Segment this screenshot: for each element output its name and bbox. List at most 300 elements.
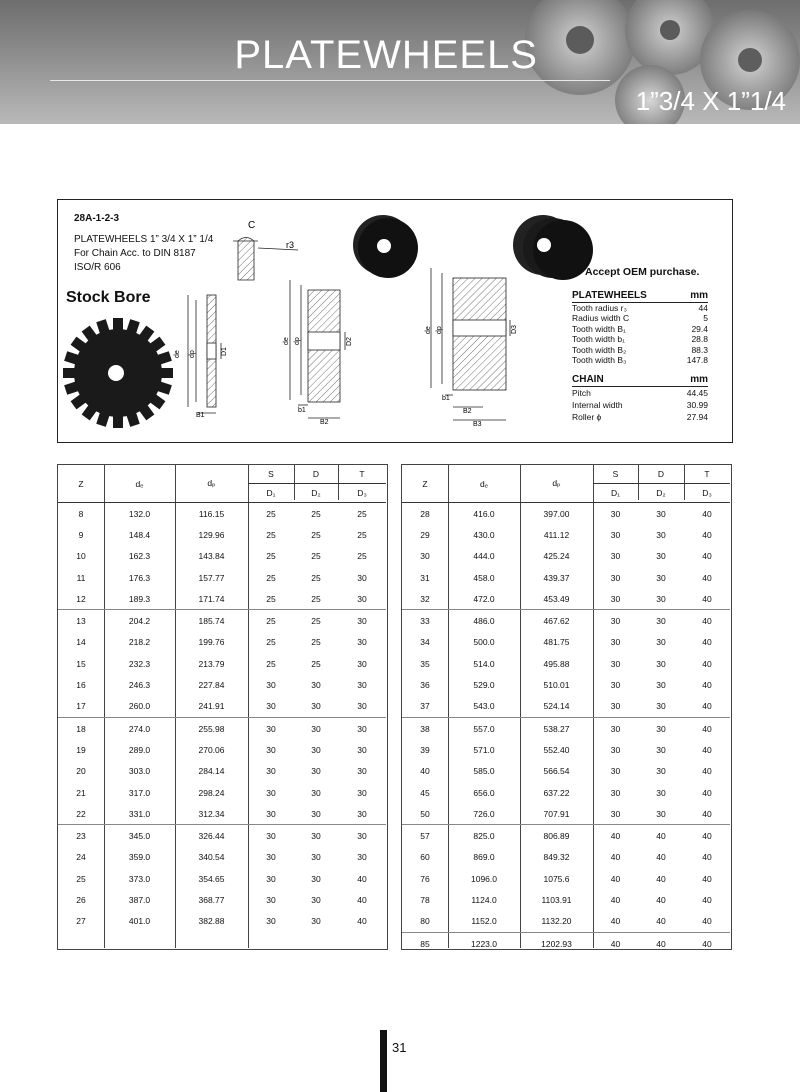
col-t: T [338,465,386,484]
table-cell: 25 [266,658,276,669]
table-cell: 15 [76,658,86,669]
table-row [402,739,730,760]
table-row [402,610,730,632]
table-cell: 40 [357,873,367,884]
table-cell: 30 [610,766,621,777]
table-row [402,847,730,868]
col-d1: D₁ [248,484,294,503]
label-de-1: de [174,350,181,358]
spec-label: Tooth width B₃ [572,354,627,365]
table-cell: 543.0 [473,701,495,712]
table-row [402,588,730,610]
table-cell: 25 [266,529,276,540]
table-cell: 274.0 [104,717,175,739]
label-dp-2: dp [294,337,301,345]
table-row [402,524,730,545]
label-b1-2: b1 [298,407,306,414]
table-cell: 50 [420,808,430,819]
table-cell: 401.0 [128,916,151,927]
table-cell: 1202.93 [520,932,593,954]
table-cell: 387.0 [128,894,151,905]
table-cell: 30 [638,610,684,632]
table-row [402,696,730,718]
table-cell: 472.0 [473,593,495,604]
table-cell: 40 [656,894,666,905]
table-cell: 35 [420,658,430,669]
table-cell: 40 [610,916,621,927]
table-cell: 26 [76,894,86,905]
table-cell: 40 [702,637,712,648]
table-cell: 255.98 [175,717,248,739]
table-cell: 20 [76,766,86,777]
table-cell: 298.24 [198,787,225,798]
table-cell: 726.0 [473,808,495,819]
table-cell: 30 [311,680,321,691]
col-dp: dₚ [520,465,593,503]
label-B2-3: B2 [463,408,472,415]
table-cell: 849.32 [543,852,570,863]
table-row [58,610,386,632]
col-z: Z [58,465,104,503]
table-cell: 486.0 [448,610,520,632]
table-cell: 38 [402,717,448,739]
table-cell: 825.0 [448,825,520,847]
table-cell: 284.14 [198,766,225,777]
table-row [58,739,386,760]
table-cell: 289.0 [128,744,151,755]
table-row [58,825,386,847]
table-cell: 637.22 [543,787,570,798]
table-cell: 270.06 [198,744,225,755]
table-cell: 30 [593,610,638,632]
table-cell: 189.3 [128,593,151,604]
table-cell: 30 [266,766,276,777]
table-cell: 585.0 [473,766,495,777]
table-cell: 33 [402,610,448,632]
table-row [402,911,730,933]
table-cell: 30 [248,717,294,739]
table-cell: 30 [357,744,367,755]
table-cell: 8 [78,508,84,519]
table-cell: 707.91 [543,808,570,819]
chain-spec [572,374,708,423]
table-cell: 467.62 [520,610,593,632]
table-cell: 30 [357,637,367,648]
label-d3: D3 [511,325,518,334]
table-cell: 30 [357,766,367,777]
table-cell: 40 [638,825,684,847]
table-cell: 11 [76,572,86,583]
table-cell: 571.0 [473,744,495,755]
table-cell: 25 [357,529,367,540]
spec-value: 5 [703,313,708,324]
label-dp-1: dp [189,350,196,358]
table-cell: 162.3 [128,551,151,562]
table-cell: 25 [357,551,367,562]
spec-value: 27.94 [686,412,708,422]
table-cell: 481.75 [543,637,570,648]
label-d1: D1 [221,347,228,356]
table-cell: 16 [76,680,86,691]
table-cell: 30 [656,680,666,691]
table-cell: 30 [266,916,276,927]
col-s: S [593,465,638,484]
table-cell: 30 [266,852,276,863]
table-cell: 40 [684,717,730,739]
table-cell: 25 [76,873,86,884]
table-cell: 132.0 [128,508,151,519]
table-cell: 40 [656,852,666,863]
desc-line: For Chain Acc. to DIN 8187 [74,248,196,259]
desc-line: ISO/R 606 [74,262,121,273]
table-cell: 40 [702,572,712,583]
table-cell: 9 [78,529,84,540]
table-cell: 30 [266,787,276,798]
table-cell: 129.96 [198,529,225,540]
table-cell: 21 [76,787,86,798]
table-cell: 30 [357,593,367,604]
table-cell: 199.76 [198,637,225,648]
table-cell: 40 [702,551,712,562]
table-cell: 30 [311,787,321,798]
table-cell: 25 [357,508,367,519]
table-cell: 30 [357,787,367,798]
table-cell: 13 [58,610,104,632]
col-dp: dₚ [175,465,248,503]
part-code: 28A-1-2-3 [74,213,120,224]
spec-label: Radius width C [572,313,630,324]
table-cell: 204.2 [104,610,175,632]
table-row [402,761,730,782]
table-cell: 869.0 [473,852,495,863]
table-cell: 30 [656,701,666,712]
col-d3: D₃ [684,484,730,503]
table-cell: 40 [638,932,684,954]
table-cell: 566.54 [543,766,570,777]
table-cell: 40 [702,808,712,819]
table-cell: 157.77 [198,572,225,583]
col-d: D [638,465,684,484]
spec-label: Roller ϕ [572,412,602,422]
table-cell: 331.0 [128,808,151,819]
sprocket-single-icon [63,318,173,428]
table-cell: 368.77 [198,894,225,905]
table-cell: 40 [357,894,367,905]
table-cell: 30 [311,873,321,884]
table-row [402,889,730,910]
label-B3: B3 [473,421,482,428]
table-row [402,546,730,567]
table-cell: 30 [357,701,367,712]
table-cell: 1096.0 [471,873,497,884]
table-cell: 444.0 [473,551,495,562]
table-cell: 171.74 [198,593,225,604]
table-cell: 30 [357,852,367,863]
table-cell: 510.01 [543,680,570,691]
spec-label: Tooth width b₁ [572,334,625,345]
table-cell: 30 [420,551,430,562]
table-cell: 397.00 [543,508,570,519]
table-cell: 30 [638,717,684,739]
header-banner [0,0,800,124]
spec-label: Tooth radius r₃ [572,303,627,313]
table-row [58,803,386,825]
table-cell: 25 [266,551,276,562]
table-row [402,503,730,525]
table-cell: 30 [294,717,338,739]
table-cell: 373.0 [128,873,151,884]
table-cell: 1132.20 [541,916,572,927]
table-cell: 40 [702,593,712,604]
table-cell: 85 [402,932,448,954]
table-cell: 524.14 [543,701,570,712]
table-row [58,717,386,739]
table-row [58,674,386,695]
col-d1: D₁ [593,484,638,503]
table-cell: 25 [311,551,321,562]
spec-value: 29.4 [691,323,708,334]
table-cell: 30 [266,744,276,755]
table-row [402,567,730,588]
table-cell: 30 [357,658,367,669]
table-cell: 25 [311,593,321,604]
table-cell: 116.15 [198,508,225,519]
table-cell: 40 [610,873,621,884]
spec-panel [57,199,733,443]
table-cell: 514.0 [473,658,495,669]
table-cell: 30 [656,658,666,669]
table-cell: 40 [702,873,712,884]
table-cell: 25 [311,508,321,519]
table-row [58,524,386,545]
table-cell: 317.0 [128,787,151,798]
spec-label: Tooth width B₁ [572,323,626,334]
table-cell: 30 [656,508,666,519]
table-cell: 40 [593,825,638,847]
table-cell: 312.34 [198,808,225,819]
spec-row [572,324,708,334]
table-cell: 246.3 [128,680,151,691]
table-row [402,717,730,739]
spec-unit: mm [690,374,708,385]
spec-title: CHAIN [572,374,604,385]
table-cell: 39 [420,744,430,755]
table-cell: 453.49 [543,593,570,604]
table-cell: 40 [702,787,712,798]
table-cell: 425.24 [543,551,570,562]
table-cell: 227.84 [198,680,225,691]
table-cell: 30 [338,610,386,632]
table-cell: 25 [266,508,276,519]
table-cell: 24 [76,852,86,863]
table-cell: 40 [610,894,621,905]
table-row [58,503,386,525]
table-cell: 30 [610,658,621,669]
table-row [58,911,386,932]
label-b1-3: b1 [442,395,450,402]
table-cell: 40 [610,852,621,863]
table-row [58,632,386,653]
label-de-2: de [283,337,290,345]
table-cell: 30 [656,637,666,648]
table-cell: 30 [311,744,321,755]
table-cell: 30 [610,808,621,819]
table-cell: 25 [266,593,276,604]
table-cell: 1075.6 [543,873,570,884]
table-cell: 30 [311,701,321,712]
table-row [402,868,730,889]
table-cell: 538.27 [520,717,593,739]
table-cell: 30 [656,572,666,583]
table-cell: 30 [610,637,621,648]
table-row [402,825,730,847]
table-row [402,803,730,825]
table-cell: 326.44 [175,825,248,847]
table-cell: 557.0 [448,717,520,739]
table-cell: 23 [58,825,104,847]
header-rule [50,80,610,81]
table-cell: 552.40 [543,744,570,755]
table-row [58,782,386,803]
table-cell: 30 [357,808,367,819]
table-cell: 40 [656,916,666,927]
table-row [58,588,386,610]
table-cell: 40 [684,825,730,847]
table-row [58,696,386,718]
table-cell: 25 [311,637,321,648]
col-d2: D₂ [638,484,684,503]
oem-note: Accept OEM purchase. [585,266,700,278]
table-cell: 30 [338,825,386,847]
table-cell: 30 [311,852,321,863]
table-cell: 30 [610,744,621,755]
table-cell: 143.84 [198,551,225,562]
table-cell: 30 [311,894,321,905]
col-de: dₑ [104,465,175,503]
table-cell: 1152.0 [471,916,497,927]
table-cell: 148.4 [128,529,151,540]
table-row [58,847,386,868]
table-cell: 31 [420,572,430,583]
table-cell: 40 [702,529,712,540]
table-cell: 260.0 [128,701,151,712]
table-cell: 656.0 [473,787,495,798]
table-cell: 40 [702,744,712,755]
table-cell: 40 [420,766,430,777]
right-data-table [402,465,730,954]
col-t: T [684,465,730,484]
table-cell: 30 [610,680,621,691]
table-cell: 10 [76,551,86,562]
table-row [58,868,386,889]
table-cell: 25 [311,658,321,669]
spec-row [572,345,708,355]
table-cell: 30 [311,766,321,777]
table-cell: 40 [702,658,712,669]
table-cell: 25 [311,529,321,540]
desc-line: PLATEWHEELS 1” 3/4 X 1” 1/4 [74,234,214,245]
table-row [402,932,730,954]
spec-label: Pitch [572,388,591,398]
label-B2-2: B2 [320,419,329,426]
table-cell: 30 [656,808,666,819]
table-cell: 30 [610,701,621,712]
table-cell: 40 [702,680,712,691]
table-cell: 30 [311,916,321,927]
spec-row [572,303,708,313]
table-cell: 22 [76,808,86,819]
table-cell: 30 [610,529,621,540]
table-header-row [58,465,386,484]
platewheels-spec [572,290,708,365]
table-cell: 30 [610,508,621,519]
table-cell: 40 [702,916,712,927]
table-cell: 30 [338,717,386,739]
table-row [58,761,386,782]
table-cell: 25 [294,610,338,632]
table-cell: 30 [266,894,276,905]
col-d2: D₂ [294,484,338,503]
label-c: C [248,220,256,231]
table-cell: 359.0 [128,852,151,863]
table-cell: 345.0 [104,825,175,847]
table-cell: 30 [610,551,621,562]
table-cell: 17 [76,701,86,712]
table-cell: 40 [684,610,730,632]
table-row [402,674,730,695]
table-row [58,567,386,588]
table-cell: 30 [656,551,666,562]
table-cell: 29 [420,529,430,540]
table-cell: 28 [420,508,430,519]
table-cell: 60 [420,852,430,863]
table-cell: 30 [266,680,276,691]
table-row [58,653,386,674]
table-cell: 32 [420,593,430,604]
table-cell: 37 [420,701,430,712]
table-cell: 529.0 [473,680,495,691]
table-cell: 80 [420,916,430,927]
table-cell: 495.88 [543,658,570,669]
spec-value: 28.8 [691,334,708,345]
table-cell: 25 [248,610,294,632]
table-cell: 27 [76,916,86,927]
table-cell: 185.74 [175,610,248,632]
table-cell: 30 [656,529,666,540]
table-cell: 78 [420,894,430,905]
spec-title: PLATEWHEELS [572,290,647,301]
table-cell: 500.0 [473,637,495,648]
page-number-bar [380,1030,407,1092]
col-d: D [294,465,338,484]
table-cell: 232.3 [128,658,151,669]
page-title: PLATEWHEELS [234,33,538,77]
stock-bore-label: Stock Bore [66,289,151,306]
page-number: 31 [392,1040,407,1055]
table-cell: 30 [656,787,666,798]
table-cell: 439.37 [543,572,570,583]
col-s: S [248,465,294,484]
table-cell: 76 [420,873,430,884]
spec-label: Internal width [572,400,623,410]
table-cell: 14 [76,637,86,648]
table-cell: 30 [656,744,666,755]
spec-row [572,411,708,423]
spec-row [572,334,708,344]
spec-value: 44 [698,303,708,313]
spec-unit: mm [690,290,708,301]
table-cell: 354.65 [198,873,225,884]
